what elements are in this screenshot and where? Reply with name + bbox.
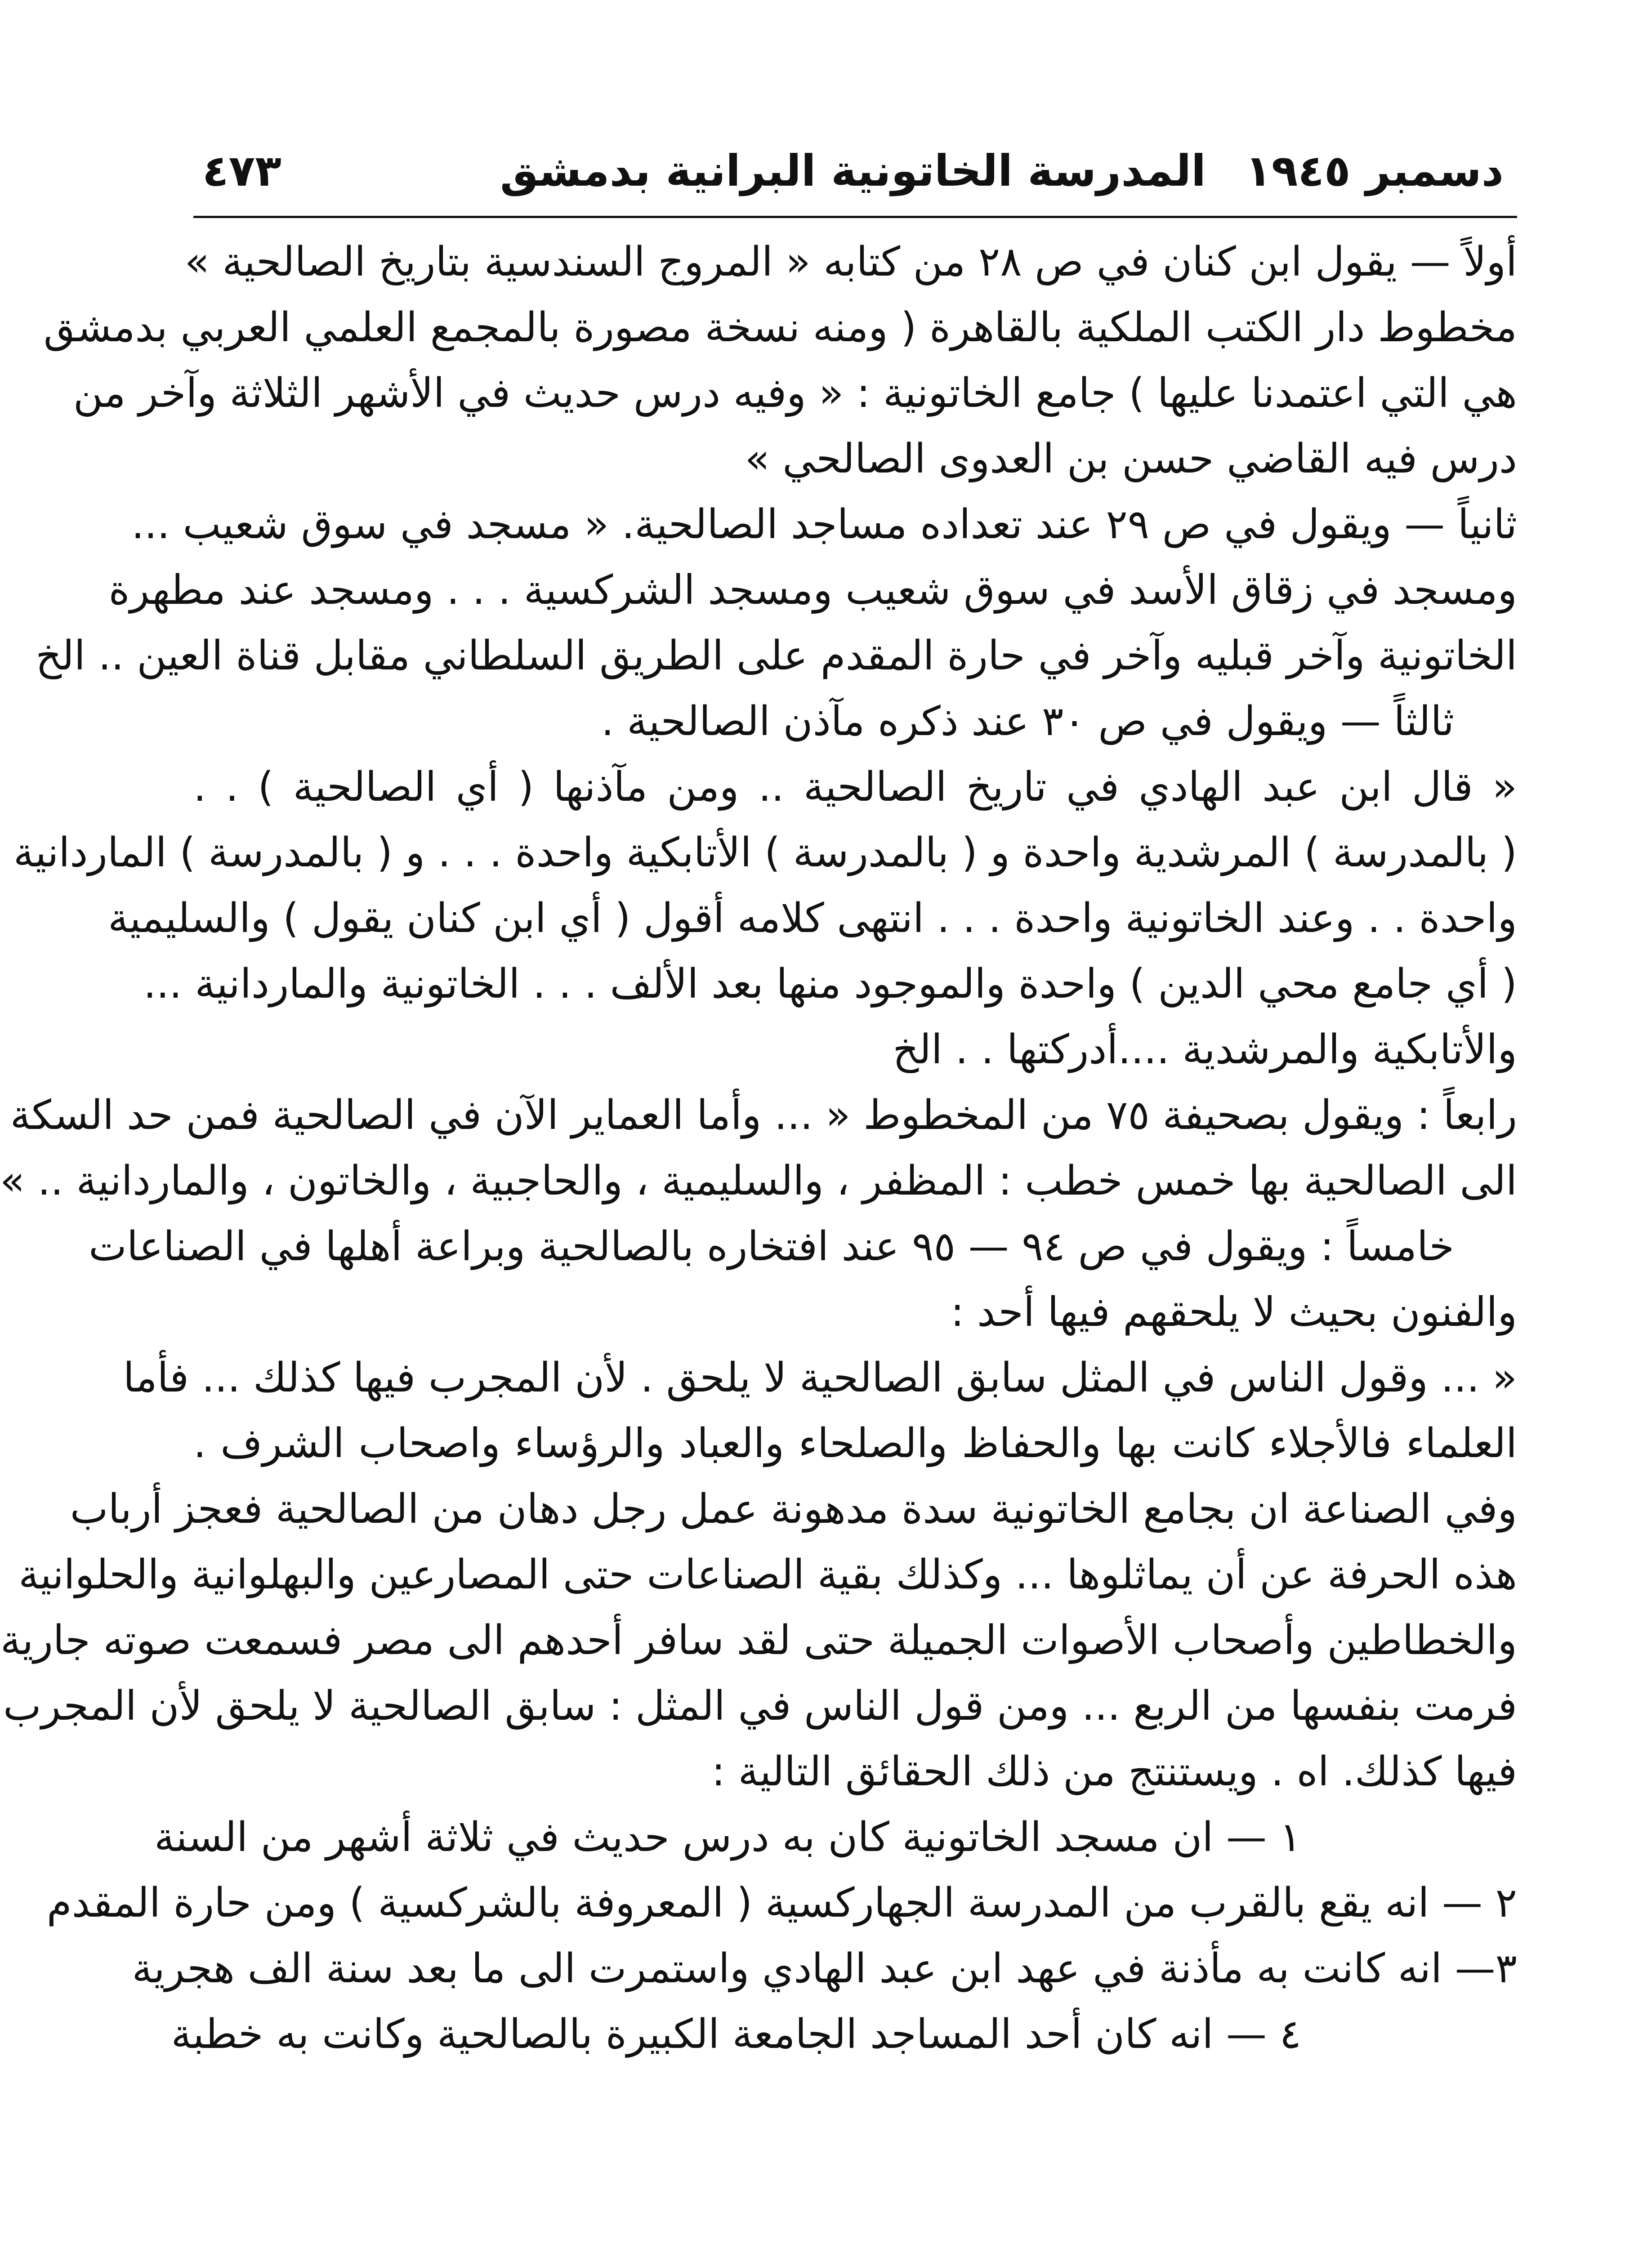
text-line: هي التي اعتمدنا عليها ) جامع الخاتونية : « وفيه درس حديث في الأشهر الثلاثة وآخر من	[73, 370, 1517, 417]
text-line: والخطاطين وأصحاب الأصوات الجميلة حتى لقد سافر أحدهم الى مصر فسمعت صوته جارية	[0, 1617, 1517, 1664]
text-line: الخاتونية وآخر قبليه وآخر في حارة المقدم على الطريق السلطاني مقابل قناة العين .. الخ	[36, 632, 1517, 679]
text-line: هذه الحرفة عن أن يماثلوها ... وكذلك بقية الصناعات حتى المصارعين والبهلوانية والحلوانية	[18, 1551, 1517, 1598]
text-line: « قال ابن عبد الهادي في تاريخ الصالحية .. ومن مآذنها ( أي الصالحية ) . .	[193, 763, 1517, 811]
text-line: رابعاً : ويقول بصحيفة ٧٥ من المخطوط « ... وأما العماير الآن في الصالحية فمن حد السكة	[10, 1092, 1517, 1139]
list-item: ٣— انه كانت به مأذنة في عهد ابن عبد الهادي واستمرت الى ما بعد سنة الف هجرية	[132, 1945, 1517, 1992]
header-title: المدرسة الخاتونية البرانية بدمشق	[500, 146, 1206, 196]
text-line: ثالثاً — ويقول في ص ٣٠ عند ذكره مآذن الصالحية .	[601, 698, 1454, 745]
header-date: دسمبر ١٩٤٥	[1245, 146, 1504, 196]
header-page-number: ٤٧٣	[202, 146, 281, 196]
text-line: فرمت بنفسها من الربع ... ومن قول الناس في المثل : سابق الصالحية لا يلحق لأن المجرب	[3, 1682, 1517, 1730]
text-line: فيها كذلك. اه . ويستنتج من ذلك الحقائق التالية :	[711, 1748, 1517, 1795]
text-line: وفي الصناعة ان بجامع الخاتونية سدة مدهونة عمل رجل دهان من الصالحية فعجز أرباب	[70, 1485, 1517, 1533]
text-line: درس فيه القاضي حسن بن العدوى الصالحي »	[745, 435, 1517, 482]
text-line: العلماء فالأجلاء كانت بها والحفاظ والصلحاء والعباد والرؤساء واصحاب الشرف .	[193, 1420, 1517, 1467]
page-header	[202, 135, 1504, 207]
text-line: ( أي جامع محي الدين ) واحدة والموجود منها بعد الألف . . . الخاتونية والماردانية ...	[143, 960, 1517, 1008]
text-line: ثانياً — ويقول في ص ٢٩ عند تعداده مساجد الصالحية. « مسجد في سوق شعيب ...	[131, 501, 1517, 548]
header-rule	[193, 216, 1517, 218]
text-line: والأتابكية والمرشدية ....أدركتها . . الخ	[893, 1026, 1517, 1073]
text-line: واحدة . . وعند الخاتونية واحدة . . . انتهى كلامه أقول ( أي ابن كنان يقول ) والسليمية	[108, 895, 1517, 942]
text-line: ( بالمدرسة ) المرشدية واحدة و ( بالمدرسة ) الأتابكية واحدة . . . و ( بالمدرسة ) الماردانية	[13, 829, 1517, 876]
text-line: « ... وقول الناس في المثل سابق الصالحية لا يلحق . لأن المجرب فيها كذلك ... فأما	[123, 1354, 1517, 1401]
text-line: ومسجد في زقاق الأسد في سوق شعيب ومسجد الشركسية . . . ومسجد عند مطهرة	[108, 566, 1517, 614]
text-line: الى الصالحية بها خمس خطب : المظفر ، والسليمية ، والحاجبية ، والخاتون ، والماردانية .. »	[0, 1157, 1517, 1204]
list-item: ١ — ان مسجد الخاتونية كان به درس حديث في ثلاثة أشهر من السنة	[154, 1814, 1301, 1861]
text-line: والفنون بحيث لا يلحقهم فيها أحد :	[951, 1289, 1517, 1336]
list-item: ٢ — انه يقع بالقرب من المدرسة الجهاركسية ( المعروفة بالشركسية ) ومن حارة المقدم	[46, 1879, 1517, 1927]
list-item: ٤ — انه كان أحد المساجد الجامعة الكبيرة بالصالحية وكانت به خطبة	[171, 2011, 1301, 2058]
text-line: أولاً — يقول ابن كنان في ص ٢٨ من كتابه « المروج السندسية بتاريخ الصالحية »	[184, 238, 1517, 285]
text-line: خامساً : ويقول في ص ٩٤ — ٩٥ عند افتخاره بالصالحية وبراعة أهلها في الصناعات	[89, 1223, 1454, 1270]
document-body	[0, 229, 1517, 2067]
text-line: مخطوط دار الكتب الملكية بالقاهرة ( ومنه نسخة مصورة بالمجمع العلمي العربي بدمشق	[43, 304, 1517, 351]
